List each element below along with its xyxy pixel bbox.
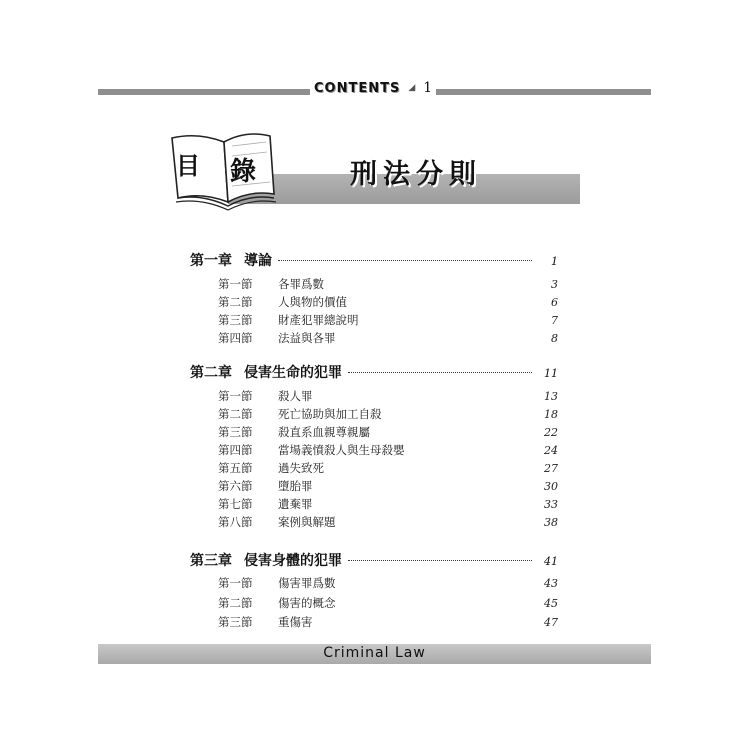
section-number: 第一節 bbox=[218, 277, 253, 291]
section-page: 6 bbox=[551, 296, 558, 309]
chapter-heading bbox=[190, 362, 342, 382]
section-row[interactable] bbox=[190, 388, 558, 404]
section-row[interactable] bbox=[190, 276, 558, 292]
chapter-row[interactable] bbox=[190, 362, 558, 382]
section-title: 重傷害 bbox=[278, 615, 313, 629]
section-number: 第三節 bbox=[218, 313, 253, 327]
section-page: 13 bbox=[544, 390, 558, 403]
section-number: 第一節 bbox=[218, 389, 253, 403]
section-page: 8 bbox=[551, 332, 558, 345]
section-page: 45 bbox=[544, 597, 558, 610]
section-number: 第二節 bbox=[218, 295, 253, 309]
triangle-marker-icon: ◢ bbox=[408, 83, 416, 93]
section-row[interactable] bbox=[190, 406, 558, 422]
chapter-row[interactable] bbox=[190, 250, 558, 270]
section-number: 第一節 bbox=[218, 576, 253, 590]
section-number: 第七節 bbox=[218, 497, 253, 511]
chapter-number: 第三章 bbox=[190, 553, 232, 569]
section-number: 第三節 bbox=[218, 615, 253, 629]
chapter-number: 第一章 bbox=[190, 253, 232, 269]
section-title: 傷害罪爲數 bbox=[278, 576, 336, 590]
section-row[interactable] bbox=[190, 478, 558, 494]
section-title: 墮胎罪 bbox=[278, 479, 313, 493]
book-title: 刑法分則 bbox=[350, 159, 482, 190]
dot-leader bbox=[348, 560, 532, 561]
section-row[interactable] bbox=[190, 460, 558, 476]
dot-leader bbox=[278, 260, 532, 261]
header-label bbox=[310, 78, 436, 98]
contents-heading: CONTENTS bbox=[314, 80, 401, 96]
section-number: 第六節 bbox=[218, 479, 253, 493]
chapter-number: 第二章 bbox=[190, 365, 232, 381]
chapter-page: 1 bbox=[551, 255, 558, 268]
section-number: 第三節 bbox=[218, 425, 253, 439]
section-page: 43 bbox=[544, 577, 558, 590]
section-title: 遺棄罪 bbox=[278, 497, 313, 511]
running-footer bbox=[98, 641, 651, 667]
chapter-title: 侵害身體的犯罪 bbox=[244, 553, 342, 569]
section-row[interactable] bbox=[190, 614, 558, 630]
section-title: 當場義憤殺人與生母殺嬰 bbox=[278, 443, 405, 457]
section-page: 18 bbox=[544, 408, 558, 421]
section-row[interactable] bbox=[190, 312, 558, 328]
book-char-mu: 目 bbox=[176, 152, 200, 180]
chapter-title: 侵害生命的犯罪 bbox=[244, 365, 342, 381]
section-title: 殺人罪 bbox=[278, 389, 313, 403]
section-title: 案例與解題 bbox=[278, 515, 336, 529]
section-page: 47 bbox=[544, 616, 558, 629]
section-row[interactable] bbox=[190, 595, 558, 611]
section-page: 30 bbox=[544, 480, 558, 493]
footer-title: Criminal Law bbox=[323, 645, 426, 661]
section-page: 24 bbox=[544, 444, 558, 457]
section-page: 38 bbox=[544, 516, 558, 529]
section-title: 死亡協助與加工自殺 bbox=[278, 407, 382, 421]
section-page: 22 bbox=[544, 426, 558, 439]
chapter-page: 11 bbox=[544, 367, 558, 380]
section-page: 27 bbox=[544, 462, 558, 475]
title-block bbox=[168, 128, 580, 214]
section-number: 第五節 bbox=[218, 461, 253, 475]
section-row[interactable] bbox=[190, 294, 558, 310]
section-title: 殺直系血親尊親屬 bbox=[278, 425, 370, 439]
section-row[interactable] bbox=[190, 442, 558, 458]
chapter-heading bbox=[190, 550, 342, 570]
section-row[interactable] bbox=[190, 330, 558, 346]
chapter-row[interactable] bbox=[190, 550, 558, 570]
section-title: 人與物的價值 bbox=[278, 295, 347, 309]
section-row[interactable] bbox=[190, 496, 558, 512]
section-title: 各罪爲數 bbox=[278, 277, 324, 291]
book-char-lu: 錄 bbox=[230, 157, 257, 187]
section-title: 傷害的概念 bbox=[278, 596, 336, 610]
section-row[interactable] bbox=[190, 575, 558, 591]
running-header bbox=[98, 78, 651, 98]
chapter-heading bbox=[190, 250, 272, 270]
section-page: 33 bbox=[544, 498, 558, 511]
page-number: 1 bbox=[423, 80, 433, 96]
section-row[interactable] bbox=[190, 424, 558, 440]
section-number: 第二節 bbox=[218, 407, 253, 421]
dot-leader bbox=[348, 372, 532, 373]
section-number: 第四節 bbox=[218, 443, 253, 457]
section-title: 過失致死 bbox=[278, 461, 324, 475]
section-title: 財產犯罪總說明 bbox=[278, 313, 359, 327]
chapter-page: 41 bbox=[544, 555, 558, 568]
section-page: 3 bbox=[551, 278, 558, 291]
section-page: 7 bbox=[551, 314, 558, 327]
section-number: 第二節 bbox=[218, 596, 253, 610]
section-title: 法益與各罪 bbox=[278, 331, 336, 345]
open-book-icon bbox=[168, 128, 278, 214]
section-number: 第四節 bbox=[218, 331, 253, 345]
chapter-title: 導論 bbox=[244, 253, 272, 269]
section-row[interactable] bbox=[190, 514, 558, 530]
section-number: 第八節 bbox=[218, 515, 253, 529]
